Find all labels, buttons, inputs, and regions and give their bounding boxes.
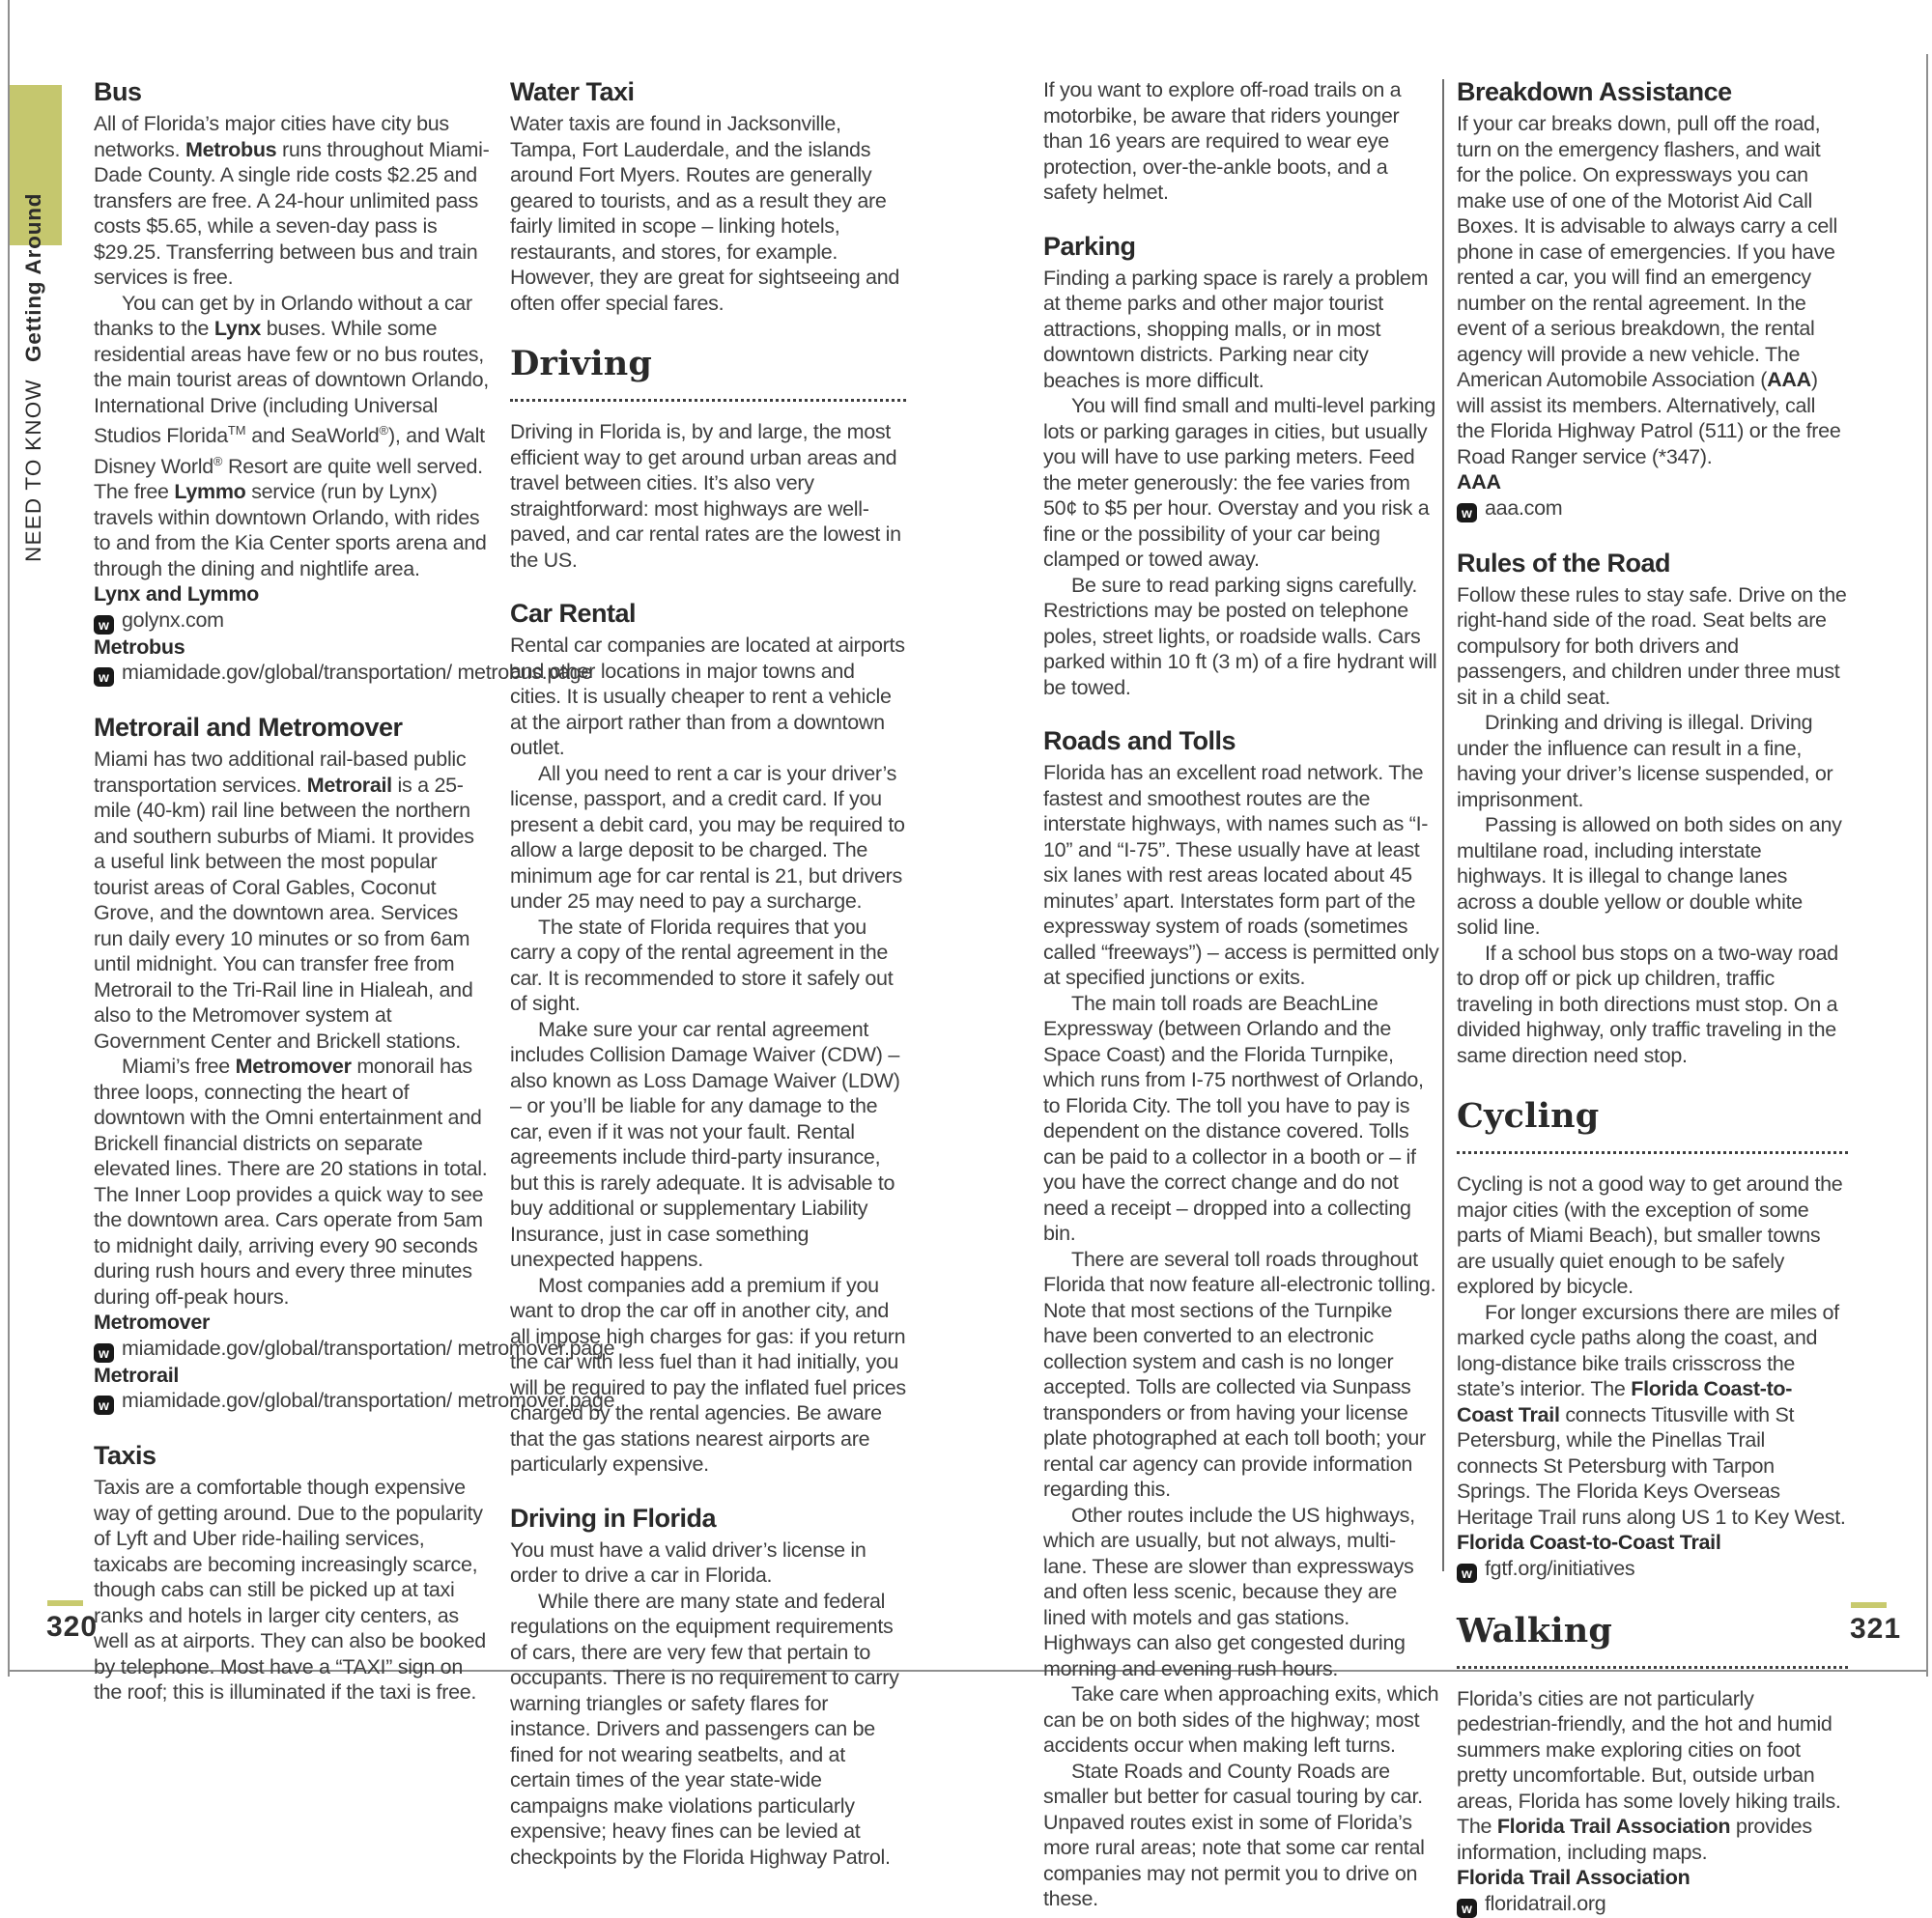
subsection-heading: Water Taxi bbox=[510, 77, 635, 106]
paragraph: Passing is allowed on both sides on any multilane road, including interstate highways. It is illegal to change lanes across a double yellow or double white solid line. bbox=[1457, 813, 1842, 939]
superscript-mark: ® bbox=[213, 453, 223, 468]
directory-entry-name: Metrobus bbox=[94, 635, 185, 659]
paragraph: You must have a valid driver’s license in order to drive a car in Florida. bbox=[510, 1537, 867, 1587]
paragraph: The state of Florida requires that you carry a copy of the rental agreement in the car. It is recommended to store it safely out of sight. bbox=[510, 915, 894, 1015]
paragraph: Cycling is not a good way to get around the major cities (with the exception of some parts of Miami Beach), but smaller towns are usually quiet enough to be safely explored by bicycle. bbox=[1457, 1172, 1843, 1298]
website-url: miamidade.gov/global/transportation/ metromover.page bbox=[122, 1336, 615, 1360]
website-url: miamidade.gov/global/transportation/ metrobus.page bbox=[122, 661, 592, 685]
column-2 bbox=[510, 77, 906, 1870]
paragraph: Other routes include the US highways, which are usually, but not always, multi-lane. These are slower than expressways and often less scenic, because they are lined with motels and gas stations. Highways can also get congested during morning and evening rush hours. bbox=[1043, 1503, 1415, 1680]
paragraph: Miami has two additional rail-based public transportation services. Metrorail is a 25-mile (40-km) rail line between the northern and southern suburbs of Miami. It provides a useful link between the most popular tourist areas of Coral Gables, Coconut Grove, and the downtown area. Services run daily every 10 minutes or so from 6am until midnight. You can transfer free from Metrorail to the Tri-Rail line in Hialeah, and also to the Metromover system at Government Center and Brickell stations. bbox=[94, 747, 474, 1053]
website-entry bbox=[94, 607, 490, 635]
bold-term: Metrobus bbox=[185, 137, 277, 161]
section-heading: Cycling bbox=[1457, 1096, 1600, 1136]
directory-entry-name: Metrorail bbox=[94, 1363, 180, 1387]
website-icon: w bbox=[94, 1343, 114, 1363]
paragraph: Most companies add a premium if you want to drop the car off in another city, and all impose high charges for gas: if you return the car with less fuel than it had initially, you will be required to pay the inflated fuel prices charged by the rental agencies. Be aware that the gas stations nearest airports are particularly expensive. bbox=[510, 1273, 906, 1476]
directory-entry-name: Florida Coast-to-Coast Trail bbox=[1457, 1531, 1721, 1554]
website-icon: w bbox=[94, 615, 114, 635]
directory-entry-name: Florida Trail Association bbox=[1457, 1866, 1690, 1889]
paragraph: Driving in Florida is, by and large, the most efficient way to get around urban areas and travel between cities. It’s also very straightforward: most highways are well-paved, and car rental rates are the lowest in the US. bbox=[510, 420, 901, 572]
paragraph: Taxis are a comfortable though expensive way of getting around. Due to the popularity of Lyft and Uber ride-hailing services, taxicabs are becoming increasingly scarce, though cabs can still be picked up at taxi ranks and hotels in larger city centers, as well as at airports. They can also be booked by telephone. Most have a “TAXI” sign on the roof; this is illuminated if the taxi is free. bbox=[94, 1476, 486, 1705]
page-left-border bbox=[8, 0, 10, 1677]
bold-term: Florida Trail Association bbox=[1496, 1815, 1731, 1838]
website-url: golynx.com bbox=[122, 607, 224, 632]
paragraph: You can get by in Orlando without a car thanks to the Lynx buses. While some residential areas have few or no bus routes, the main tourist areas of downtown Orlando, International Drive (including Universal Studios Florida™ and SeaWorld®), and Walt Disney World® Resort are quite well served. The free Lymmo service (run by Lynx) travels within downtown Orlando, with rides to and from the Kia Center sports arena and through the dining and nightlife area. bbox=[94, 291, 489, 580]
sidebar-vertical-label bbox=[21, 192, 46, 562]
section-heading: Walking bbox=[1457, 1610, 1613, 1650]
dotted-rule bbox=[1457, 1666, 1848, 1669]
website-url: aaa.com bbox=[1485, 495, 1563, 520]
website-icon: w bbox=[1457, 1564, 1477, 1583]
website-icon: w bbox=[94, 1396, 114, 1415]
subsection-heading: Bus bbox=[94, 77, 142, 106]
subsection-heading: Metrorail and Metromover bbox=[94, 713, 403, 743]
subsection-heading: Driving in Florida bbox=[510, 1503, 717, 1533]
paragraph: Florida has an excellent road network. The fastest and smoothest routes are the interstate highways, with names such as “I-10” and “I-75”. These usually have at least six lanes with rest areas located about 45 minutes’ apart. Interstates form part of the expressway system of roads (sometimes called “freeways”) – access is permitted only at specified junctions or exits. bbox=[1043, 761, 1439, 989]
page-right-border bbox=[1926, 54, 1928, 1677]
superscript-mark: ® bbox=[379, 423, 388, 437]
dotted-rule bbox=[510, 399, 906, 402]
paragraph: There are several toll roads throughout Florida that now feature all-electronic tolling. Note that most sections of the Turnpike have been converted to an electronic collection system and cash is no longer accepted. Tolls are collected via Sunpass transponders or from having your license plate photographed at each toll booth; your rental car agency can provide information regarding this. bbox=[1043, 1247, 1436, 1501]
website-entry bbox=[94, 1336, 615, 1363]
directory-entry-name: Metromover bbox=[94, 1311, 211, 1335]
subsection-heading: Parking bbox=[1043, 231, 1136, 261]
column-divider-rule bbox=[1442, 79, 1444, 1571]
bold-term: Florida Coast-to-Coast Trail bbox=[1457, 1377, 1793, 1426]
bold-term: Lymmo bbox=[174, 480, 246, 504]
bold-term: Metrorail bbox=[306, 773, 392, 797]
paragraph: Finding a parking space is rarely a problem at theme parks and other major tourist attractions, shopping malls, or in most downtown districts. Parking near city beaches is more difficult. bbox=[1043, 266, 1429, 392]
website-entry bbox=[94, 660, 592, 687]
website-url: fgtf.org/initiatives bbox=[1485, 1556, 1635, 1580]
paragraph: Drinking and driving is illegal. Driving under the influence can result in a fine, having your driver’s license suspended, or imprisonment. bbox=[1457, 711, 1833, 811]
paragraph: Take care when approaching exits, which can be on both sides of the highway; most accidents occur when making left turns. bbox=[1043, 1682, 1439, 1757]
subsection-heading: Car Rental bbox=[510, 599, 637, 628]
section-heading: Driving bbox=[510, 344, 653, 383]
sidebar-kicker: NEED TO KNOW bbox=[21, 379, 45, 562]
paragraph: Be sure to read parking signs carefully. Restrictions may be posted on telephone poles, street lights, or roadside walls. Cars parked within 10 ft (3 m) of a fire hydrant will be towed. bbox=[1043, 573, 1437, 699]
paragraph: Miami’s free Metromover monorail has three loops, connecting the heart of downtown with the Omni entertainment and Brickell financial districts on separate elevated lines. There are 20 stations in total. The Inner Loop provides a quick way to see the downtown area. Cars operate from 5am to midnight daily, arriving every 90 seconds during rush hours and every three minutes during off-peak hours. bbox=[94, 1055, 488, 1309]
superscript-mark: TM bbox=[227, 423, 246, 437]
subsection-heading: Breakdown Assistance bbox=[1457, 77, 1732, 106]
directory-entry-name: AAA bbox=[1457, 470, 1501, 494]
bold-term: Lynx bbox=[213, 317, 262, 340]
paragraph: You will find small and multi-level parking lots or parking garages in cities, but usually you will have to use parking meters. Feed the meter generously: the fee varies from 50¢ to $5 per hour. Overstay and you risk a fine or the possibility of your car being clamped or towed away. bbox=[1043, 394, 1436, 571]
dotted-rule bbox=[1457, 1151, 1848, 1154]
sidebar-section-title: Getting Around bbox=[21, 192, 45, 362]
paragraph: Make sure your car rental agreement includes Collision Damage Waiver (CDW) – also known as Loss Damage Waiver (LDW) – or you’ll be liable for any damage to the car, even if it was not your fault. Rental agreements include third-party insurance, but this is rarely adequate. It is advisable to buy additional or supplementary Liability Insurance, just in case something unexpected happens. bbox=[510, 1017, 900, 1271]
page-number-right: 321 bbox=[1850, 1613, 1902, 1645]
website-entry bbox=[1457, 1556, 1848, 1583]
bold-term: Metromover bbox=[235, 1055, 352, 1079]
paragraph: All you need to rent a car is your driver’s license, passport, and a credit card. If you present a debit card, you may be required to allow a large deposit to be charged. The minimum age for car rental is 21, but drivers under 25 may need to pay a surcharge. bbox=[510, 761, 905, 913]
paragraph: Florida’s cities are not particularly pedestrian-friendly, and the hot and humid summers make exploring cities on foot pretty uncomfortable. But, outside urban areas, Florida has some lovely hiking trails. The Florida Trail Association provides information, including maps. bbox=[1457, 1686, 1841, 1864]
website-icon: w bbox=[1457, 1899, 1477, 1918]
website-icon: w bbox=[1457, 503, 1477, 522]
column-3 bbox=[1043, 77, 1439, 1912]
paragraph: Water taxis are found in Jacksonville, Tampa, Fort Lauderdale, and the islands around Fort Myers. Routes are generally geared to tourists, and as a result they are fairly limited in scope – linking hotels, restaurants, and stores, for example. However, they are great for sightseeing and often offer special fares. bbox=[510, 112, 900, 315]
bold-term: AAA bbox=[1767, 368, 1811, 391]
website-entry bbox=[1457, 1891, 1848, 1918]
directory-entry-name: Lynx and Lymmo bbox=[94, 582, 260, 606]
paragraph: All of Florida’s major cities have city bus networks. Metrobus runs throughout Miami-Dade County. A single ride costs $2.25 and transfers are free. A 24-hour unlimited pass costs $5.65, while a seven-day pass is $29.25. Transferring between bus and train services is free. bbox=[94, 112, 490, 289]
website-entry bbox=[94, 1388, 615, 1415]
paragraph: The main toll roads are BeachLine Expressway (between Orlando and the Space Coast) and the Florida Turnpike, which runs from I-75 northwest of Orlando, to Florida City. The toll you have to pay is dependent on the distance covered. Tolls can be paid to a collector in a booth or – if you have the correct change and do not need a receipt – dropped into a collecting bin. bbox=[1043, 991, 1424, 1245]
website-url: miamidade.gov/global/transportation/ metromover.page bbox=[122, 1389, 615, 1413]
paragraph: If a school bus stops on a two-way road to drop off or pick up children, traffic traveling in both directions must stop. On a divided highway, only traffic traveling in the same direction need stop. bbox=[1457, 941, 1838, 1067]
subsection-heading: Rules of the Road bbox=[1457, 548, 1671, 578]
subsection-heading: Roads and Tolls bbox=[1043, 726, 1236, 755]
website-entry bbox=[1457, 495, 1848, 522]
page-number-bar-right bbox=[1851, 1602, 1887, 1608]
paragraph: If you want to explore off-road trails on a motorbike, be aware that riders younger than 16 years are required to wear eye protection, over-the-ankle boots, and a safety helmet. bbox=[1043, 78, 1402, 204]
paragraph: Follow these rules to stay safe. Drive on the right-hand side of the road. Seat belts are compulsory for both drivers and passengers, and children under three must sit in a child seat. bbox=[1457, 582, 1847, 709]
paragraph: For longer excursions there are miles of marked cycle paths along the coast, and long-distance bike trails crisscross the state’s interior. The Florida Coast-to-Coast Trail connects Titusville with St Petersburg, while the Pinellas Trail connects St Petersburg with Tarpon Springs. The Florida Keys Overseas Heritage Trail runs along US 1 to Key West. bbox=[1457, 1300, 1846, 1529]
column-4 bbox=[1457, 77, 1848, 1918]
paragraph: If your car breaks down, pull off the road, turn on the emergency flashers, and wait for the police. On expressways you can make use of one of the Motorist Aid Call Boxes. It is advisable to always carry a cell phone in case of emergencies. If you have rented a car, you will find an emergency number on the rental agreement. In the event of a serious breakdown, the rental agency will provide a new vehicle. The American Automobile Association (AAA) will assist its members. Alternatively, call the Florida Highway Patrol (511) or the free Road Ranger service (*347). bbox=[1457, 112, 1841, 468]
paragraph: While there are many state and federal regulations on the equipment requirements of cars, there are very few that pertain to occupants. There is no requirement to carry warning triangles or safety flares for instance. Drivers and passengers can be fined for not wearing seatbelts, and at certain times of the year state-wide campaigns make violations particularly expensive; heavy fines can be levied at checkpoints by the Florida Highway Patrol. bbox=[510, 1589, 899, 1869]
subsection-heading: Taxis bbox=[94, 1441, 156, 1471]
paragraph: Rental car companies are located at airports and other locations in major towns and cities. It is usually cheaper to rent a vehicle at the airport rather than from a downtown outlet. bbox=[510, 634, 905, 759]
page-number-left: 320 bbox=[46, 1611, 99, 1643]
page-number-bar-left bbox=[47, 1600, 83, 1606]
website-url: floridatrail.org bbox=[1485, 1891, 1606, 1915]
website-icon: w bbox=[94, 667, 114, 687]
paragraph: State Roads and County Roads are smaller but better for casual touring by car. Unpaved routes exist in some of Florida’s more rural areas; note that some car rental companies may not permit you to drive on these. bbox=[1043, 1759, 1425, 1910]
